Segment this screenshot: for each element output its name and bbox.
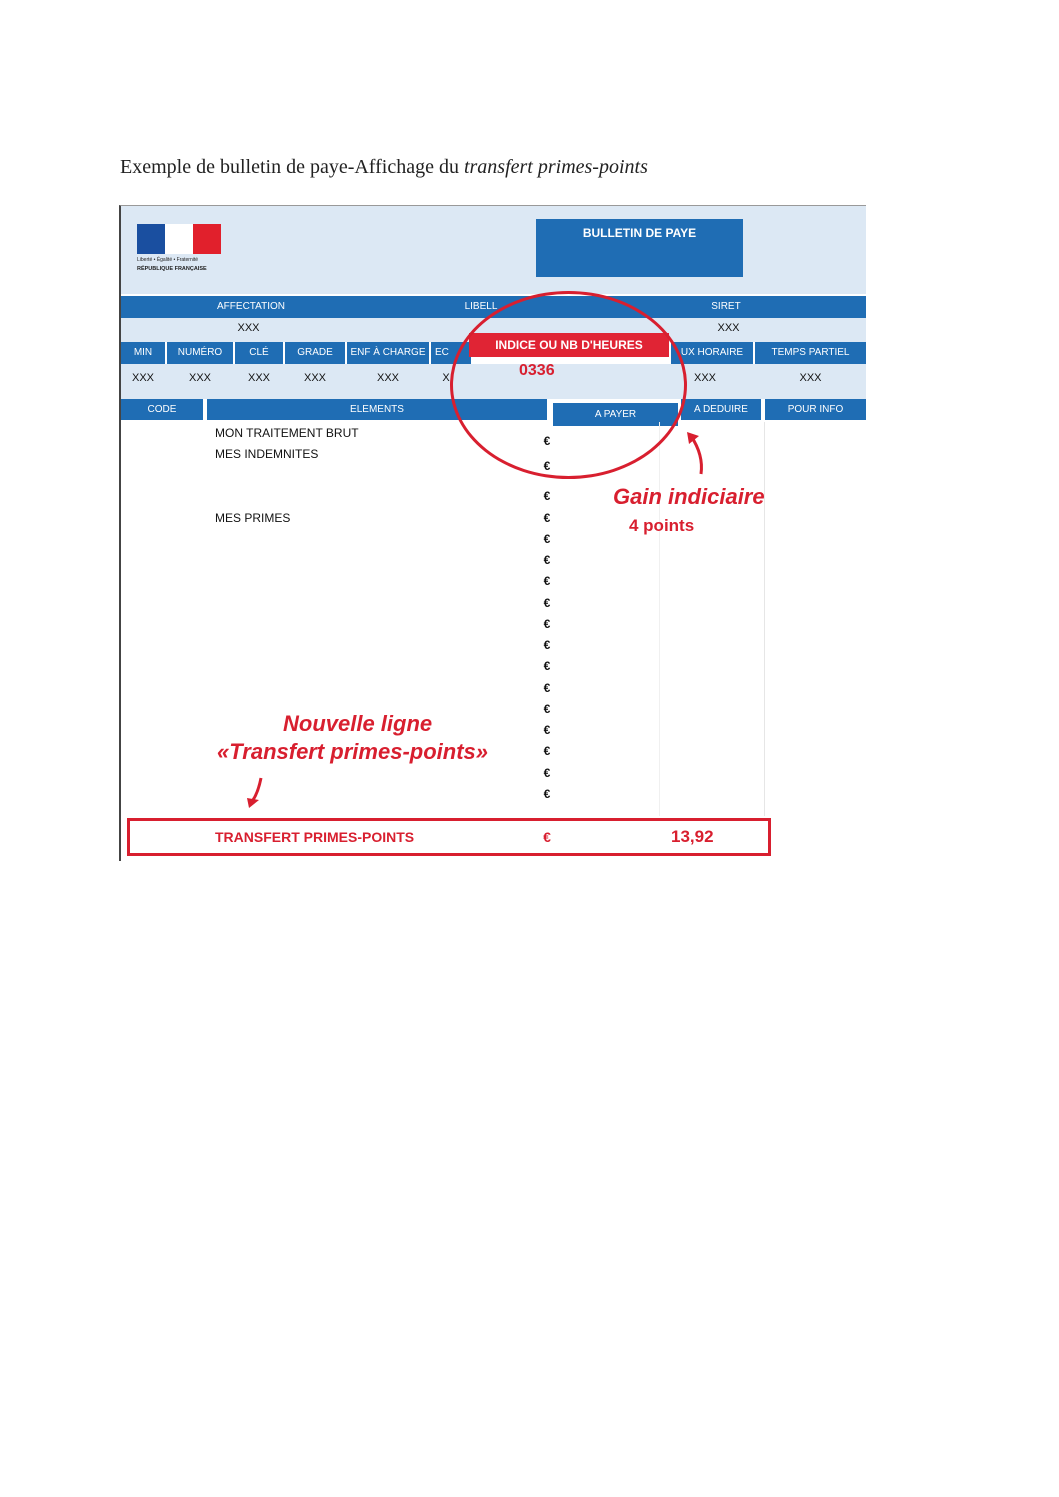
- euro-sign: €: [543, 744, 551, 758]
- pay-slip: [119, 205, 866, 861]
- header-a-deduire: A DEDUIRE: [681, 399, 761, 420]
- document-title: [120, 156, 648, 179]
- value-ec: X: [442, 372, 450, 384]
- euro-sign: €: [543, 766, 551, 780]
- value-min: XXX: [131, 372, 154, 384]
- indice-highlight-circle: [450, 291, 687, 479]
- header-grade: GRADE: [285, 342, 345, 364]
- line-primes: MES PRIMES: [215, 511, 291, 525]
- value-temps-partiel: XXX: [799, 372, 822, 384]
- line-traitement-brut: MON TRAITEMENT BRUT: [215, 426, 359, 440]
- indice-label: INDICE OU NB D'HEURES: [469, 333, 669, 357]
- column-separator: [764, 422, 765, 816]
- title-prefix: Exemple de bulletin de paye-Affichage du: [120, 156, 464, 178]
- logo-motto: Liberté • Égalité • Fraternité: [137, 257, 199, 263]
- gain-annotation-points: 4 points: [629, 516, 695, 535]
- header-min: MIN: [121, 342, 165, 364]
- euro-sign: €: [543, 681, 551, 695]
- new-line-annotation-1: Nouvelle ligne: [283, 711, 433, 736]
- logo-country: RÉPUBLIQUE FRANÇAISE: [137, 266, 207, 272]
- slip-header: [121, 206, 866, 294]
- euro-sign: €: [543, 434, 551, 448]
- slip-title: BULLETIN DE PAYE: [536, 219, 743, 277]
- transfer-amount: 13,92: [671, 827, 714, 846]
- header-enf-charge: ENF À CHARGE: [347, 342, 429, 364]
- gain-annotation-title: Gain indiciaire: [613, 484, 765, 509]
- header-pour-info: POUR INFO: [765, 399, 866, 420]
- marianne-logo: [137, 224, 223, 278]
- label-libelle: LIBELL: [464, 301, 498, 312]
- value-cle: XXX: [247, 372, 270, 384]
- header-cle: CLÉ: [235, 342, 283, 364]
- euro-sign: €: [543, 659, 551, 673]
- euro-sign: €: [543, 553, 551, 567]
- transfer-euro: €: [543, 829, 551, 845]
- euro-sign: €: [543, 489, 551, 503]
- header-ec: EC: [431, 342, 471, 364]
- euro-sign: €: [543, 617, 551, 631]
- euro-sign: €: [543, 787, 551, 801]
- tricolor-flag-icon: [137, 224, 221, 254]
- euro-sign: €: [543, 638, 551, 652]
- value-affectation: XXX: [237, 322, 260, 334]
- header-a-payer: A PAYER: [553, 403, 678, 426]
- euro-sign: €: [543, 511, 551, 525]
- value-numero: XXX: [188, 372, 211, 384]
- euro-sign: €: [543, 532, 551, 546]
- value-taux-horaire: XXX: [693, 372, 716, 384]
- header-elements: ELEMENTS: [207, 399, 547, 420]
- euro-sign: €: [543, 574, 551, 588]
- header-temps-partiel: TEMPS PARTIEL: [755, 342, 866, 364]
- title-italic: transfert primes-points: [463, 156, 648, 178]
- value-siret: XXX: [717, 322, 740, 334]
- arrow-down-icon: [243, 776, 267, 810]
- header-numero: NUMÉRO: [167, 342, 233, 364]
- header-taux-horaire: UX HORAIRE: [671, 342, 753, 364]
- transfer-label: TRANSFERT PRIMES-POINTS: [215, 829, 415, 845]
- euro-sign: €: [543, 596, 551, 610]
- value-enf-charge: XXX: [376, 372, 399, 384]
- label-siret: SIRET: [711, 301, 741, 312]
- euro-sign: €: [543, 723, 551, 737]
- arrow-up-icon: [683, 428, 713, 478]
- column-separator: [659, 422, 660, 816]
- header-code: CODE: [121, 399, 203, 420]
- line-indemnites: MES INDEMNITES: [215, 447, 319, 461]
- label-affectation: AFFECTATION: [217, 301, 285, 312]
- new-line-annotation-2: «Transfert primes-points»: [217, 739, 489, 764]
- value-grade: XXX: [303, 372, 326, 384]
- indice-value: 0336: [519, 362, 555, 379]
- euro-sign: €: [543, 702, 551, 716]
- euro-sign: €: [543, 459, 551, 473]
